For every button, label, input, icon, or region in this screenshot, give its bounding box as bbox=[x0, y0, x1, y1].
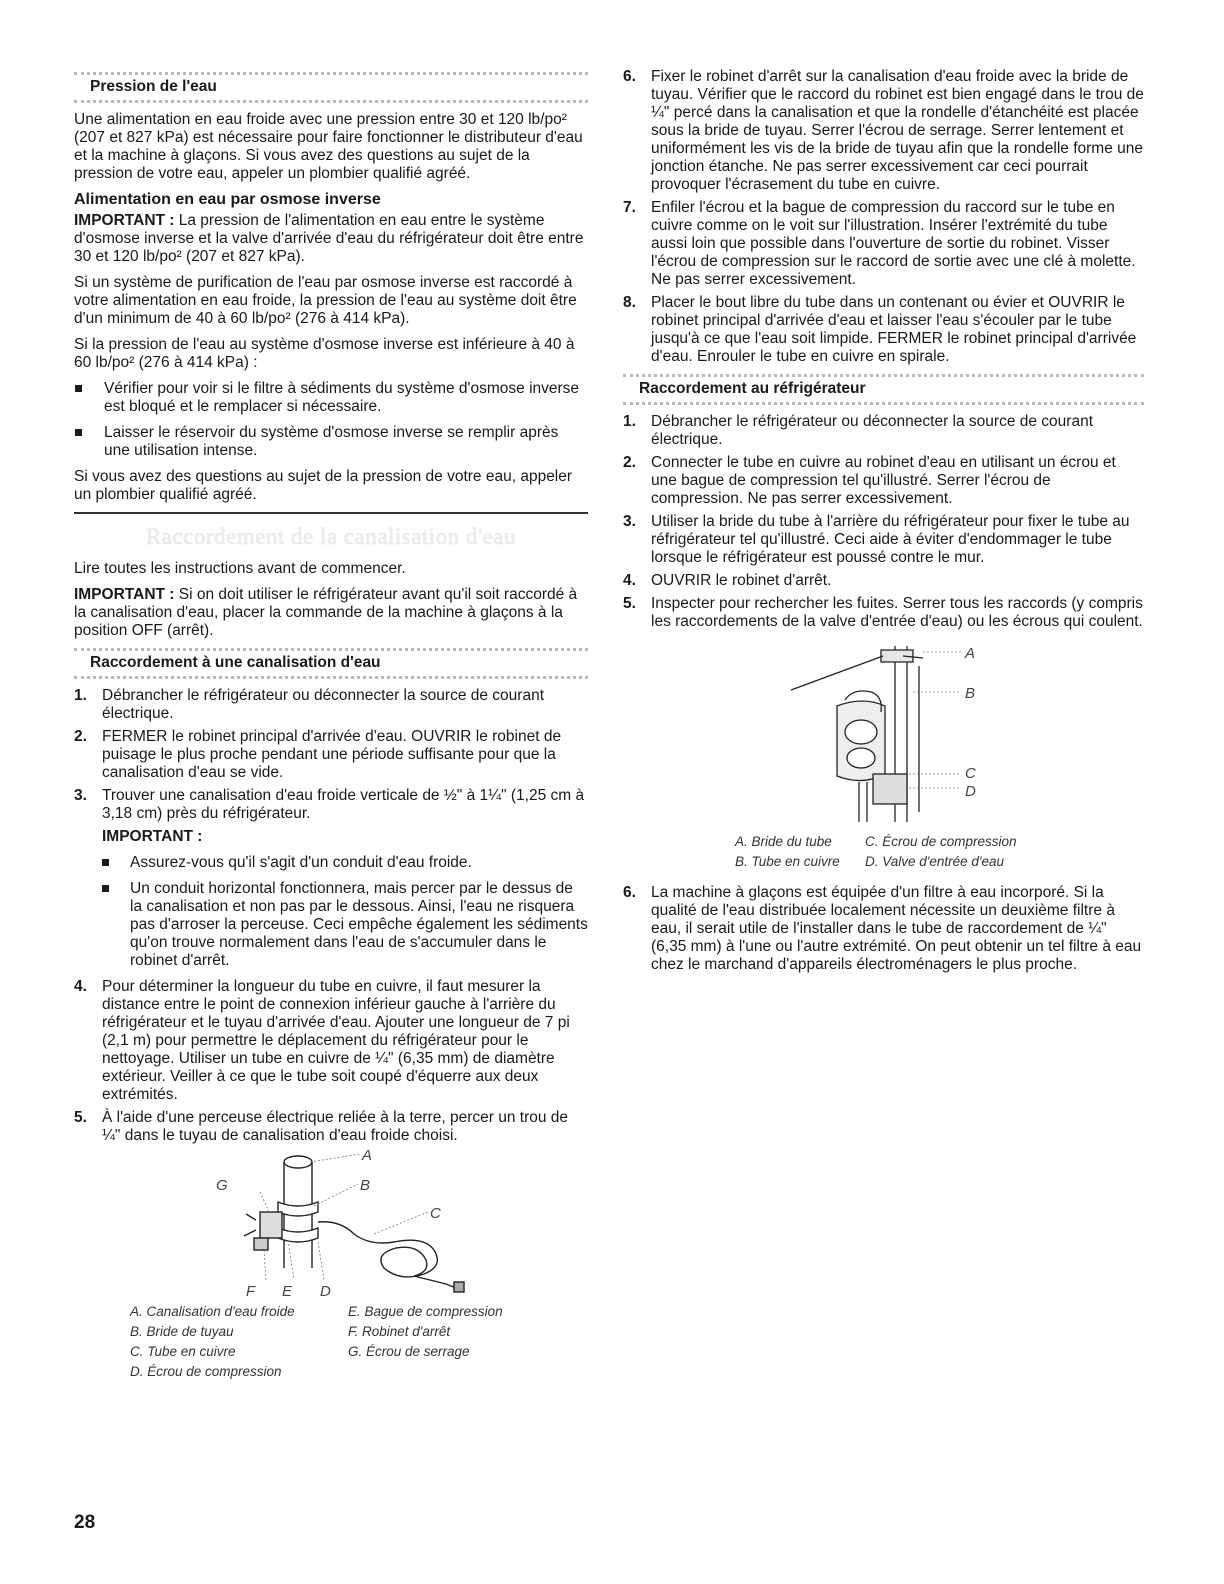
step-item bbox=[623, 68, 1144, 194]
figure-label-f: F bbox=[246, 1283, 256, 1300]
list-item bbox=[74, 424, 588, 460]
inlet-valve-captions bbox=[735, 832, 1144, 872]
osmose-paragraph-2: Si un système de purification de l'eau par osmose inverse est raccordé à votre alimentation en eau froide, la pression de l'eau au système doit être d'un minimum de 40 à 60 lb/po² (276 à 414 kPa). bbox=[74, 274, 577, 327]
step-text: FERMER le robinet principal d'arrivée d'eau. OUVRIR le robinet de puisage le plus proche pendant une période suffisante pour que la canalisation d'eau se vide. bbox=[102, 728, 562, 781]
step-text: Placer le bout libre du tube dans un contenant ou évier et OUVRIR le robinet principal d'arrivée d'eau et laisser l'eau s'écouler par le tube jusqu'à ce que l'eau soit limpide. FERMER le robinet principal d'arrivée d'eau. Enrouler le tube en cuivre en spirale. bbox=[651, 294, 1137, 365]
step3-important-label: IMPORTANT : bbox=[102, 828, 203, 845]
important-label: IMPORTANT : bbox=[74, 586, 175, 603]
raccordement-steps-right bbox=[623, 68, 1144, 366]
osmose-paragraph-4: Si vous avez des questions au sujet de la pression de votre eau, appeler un plombier qualifié agréé. bbox=[74, 468, 573, 503]
step-text: La machine à glaçons est équipée d'un filtre à eau incorporé. Si la qualité de l'eau distribuée localement nécessite un deuxième filtre à eau, il serait utile de l'installer dans le tube de raccordement de ¼" (6,35 mm) à l'une ou l'autre extrémité. On peut obtenir un tel filtre à eau chez le marchand d'appareils électroménagers le plus proche. bbox=[651, 884, 1142, 973]
list-item bbox=[74, 880, 588, 970]
fridge-heading: Raccordement au réfrigérateur bbox=[639, 380, 866, 397]
osmose-paragraph-3: Si la pression de l'eau au système d'osmose inverse est inférieure à 40 à 60 lb/po² (276 à 414 kPa) : bbox=[74, 336, 575, 371]
caption-a: A. Bride du tube bbox=[735, 834, 832, 849]
shutoff-valve-figure bbox=[74, 1150, 588, 1300]
caption-column-2 bbox=[865, 832, 1085, 872]
caption-column-2 bbox=[348, 1302, 608, 1382]
left-column bbox=[74, 68, 588, 1382]
step-text: Inspecter pour rechercher les fuites. Serrer tous les raccords (y compris les raccordements de la valve d'entrée d'eau) ou les écrous qui coulent. bbox=[651, 595, 1143, 630]
step-item bbox=[623, 413, 1144, 449]
caption-c: C. Écrou de compression bbox=[865, 834, 1017, 849]
figure-label-c: C bbox=[430, 1205, 441, 1222]
step-text: Utiliser la bride du tube à l'arrière du réfrigérateur pour fixer le tube au réfrigérateur tel qu'illustré. Ceci aide à éviter d'endommager le tube lorsque le réfrigérateur est poussé contre le mur. bbox=[651, 513, 1130, 566]
step-text: OUVRIR le robinet d'arrêt. bbox=[651, 572, 832, 589]
bullet-icon bbox=[102, 859, 109, 866]
step-item bbox=[74, 978, 588, 1104]
fridge-heading-block bbox=[623, 374, 1144, 405]
step-number: 4. bbox=[74, 978, 87, 995]
figure-label-c: C bbox=[965, 765, 976, 782]
section-divider bbox=[74, 512, 588, 514]
step-number: 3. bbox=[623, 513, 636, 530]
shutoff-valve-illustration bbox=[74, 1150, 588, 1300]
step-number: 5. bbox=[623, 595, 636, 612]
step-text: Fixer le robinet d'arrêt sur la canalisation d'eau froide avec la bride de tuyau. Vérifier que le raccord du robinet est bien engagé dans le trou de ¼" percé dans la canalisation et que la rondelle d'étanchéité est placée sous la bride de tuyau. Serrer l'écrou de serrage. Serrer lentement et uniformément les vis de la bride de tuyau afin que la rondelle forme une jonction étanche. Ne pas serrer excessivement car ceci pourrait provoquer l'écrasement du tube en cuivre. bbox=[651, 68, 1144, 193]
fridge-steps bbox=[623, 413, 1144, 631]
step-text: Trouver une canalisation d'eau froide verticale de ½" à 1¼" (1,25 cm à 3,18 cm) près du réfrigérateur. bbox=[102, 787, 585, 822]
bullet-text: Laisser le réservoir du système d'osmose inverse se remplir après une utilisation intense. bbox=[104, 424, 559, 459]
step-text: Connecter le tube en cuivre au robinet d'eau en utilisant un écrou et une bague de compression tel qu'illustré. Serrer l'écrou de compression. Ne pas serrer excessivement. bbox=[651, 454, 1116, 507]
step-item bbox=[74, 728, 588, 782]
important-text: La pression de l'alimentation en eau entre le système d'osmose inverse et la valve d'arrivée d'eau du réfrigérateur doit être entre 30 et 120 lb/po² (207 et 827 kPa). bbox=[74, 212, 584, 265]
figure-label-e: E bbox=[282, 1283, 293, 1300]
caption-b: B. Tube en cuivre bbox=[735, 854, 840, 869]
step-number: 5. bbox=[74, 1109, 87, 1126]
step-item bbox=[623, 454, 1144, 508]
shutoff-valve-captions bbox=[130, 1302, 588, 1382]
raccordement-heading-block bbox=[74, 648, 588, 679]
figure-label-a: A bbox=[362, 1150, 373, 1164]
intro-important bbox=[74, 586, 588, 640]
osmose-bullet-list bbox=[74, 380, 588, 460]
step-item bbox=[74, 787, 588, 823]
step-item bbox=[74, 1109, 588, 1145]
figure-label-g: G bbox=[216, 1177, 228, 1194]
bullet-text: Un conduit horizontal fonctionnera, mais percer par le dessus de la canalisation et non pas par le dessous. Ainsi, l'eau ne risquera pas d'arroser la perceuse. Ceci empêche également les sédiments qu'on trouve normalement dans l'eau de s'accumuler dans le robinet d'arrêt. bbox=[130, 880, 588, 969]
pression-paragraph: Une alimentation en eau froide avec une pression entre 30 et 120 lb/po² (207 et 827 kPa) est nécessaire pour faire fonctionner le distributeur d'eau et la machine à glaçons. Si vous avez des questions au sujet de la pression de votre eau, appeler un plombier qualifié agréé. bbox=[74, 111, 583, 182]
caption-e: E. Bague de compression bbox=[348, 1304, 503, 1319]
step-number: 3. bbox=[74, 787, 87, 804]
raccordement-steps bbox=[74, 687, 588, 823]
caption-b: B. Bride de tuyau bbox=[130, 1324, 234, 1339]
step-item bbox=[623, 513, 1144, 567]
step-number: 1. bbox=[623, 413, 636, 430]
caption-d: D. Valve d'entrée d'eau bbox=[865, 854, 1004, 869]
step-item bbox=[74, 687, 588, 723]
bullet-icon bbox=[102, 885, 109, 892]
dotted-rule bbox=[623, 402, 1144, 405]
step-text: Enfiler l'écrou et la bague de compression du raccord sur le tube en cuivre comme on le voit sur l'illustration. Insérer l'extrémité du tube aussi loin que possible dans l'ouverture de sortie du robinet. Visser l'écrou de compression sur le raccord de sortie avec une clé à molette. Ne pas serrer excessivement. bbox=[651, 199, 1136, 288]
step-number: 4. bbox=[623, 572, 636, 589]
figure-label-b: B bbox=[360, 1177, 371, 1194]
step-text: Débrancher le réfrigérateur ou déconnecter la source de courant électrique. bbox=[651, 413, 1094, 448]
step-number: 2. bbox=[623, 454, 636, 471]
step-item bbox=[623, 884, 1144, 974]
list-item bbox=[74, 380, 588, 416]
raccordement-heading: Raccordement à une canalisation d'eau bbox=[90, 654, 381, 671]
bullet-text: Vérifier pour voir si le filtre à sédiments du système d'osmose inverse est bloqué et le remplacer si nécessaire. bbox=[104, 380, 580, 415]
inlet-valve-illustration bbox=[623, 636, 1144, 832]
page-number: 28 bbox=[74, 1512, 96, 1533]
step-item bbox=[623, 294, 1144, 366]
figure-label-d: D bbox=[320, 1283, 331, 1300]
step-number: 8. bbox=[623, 294, 636, 311]
step-item bbox=[623, 595, 1144, 631]
important-text: Si on doit utiliser le réfrigérateur avant qu'il soit raccordé à la canalisation d'eau, placer la commande de la machine à glaçons à la position OFF (arrêt). bbox=[74, 586, 578, 639]
bullet-text: Assurez-vous qu'il s'agit d'un conduit d'eau froide. bbox=[130, 854, 472, 871]
caption-g: G. Écrou de serrage bbox=[348, 1344, 470, 1359]
pression-heading: Pression de l'eau bbox=[90, 78, 217, 95]
step3-bullet-list bbox=[74, 854, 588, 970]
caption-f: F. Robinet d'arrêt bbox=[348, 1324, 451, 1339]
osmose-important bbox=[74, 212, 588, 266]
step-item bbox=[623, 199, 1144, 289]
bullet-icon bbox=[75, 385, 82, 392]
step-number: 6. bbox=[623, 884, 636, 901]
figure-label-a: A bbox=[965, 645, 976, 662]
caption-column-1 bbox=[735, 832, 865, 872]
important-label: IMPORTANT : bbox=[74, 212, 175, 229]
step-text: À l'aide d'une perceuse électrique reliée à la terre, percer un trou de ¼" dans le tuyau de canalisation d'eau froide choisi. bbox=[102, 1109, 569, 1144]
caption-a: A. Canalisation d'eau froide bbox=[130, 1304, 295, 1319]
right-column bbox=[623, 68, 1144, 979]
fridge-step-6 bbox=[623, 884, 1144, 974]
figure-label-b: B bbox=[965, 685, 976, 702]
step-number: 1. bbox=[74, 687, 87, 704]
caption-d: D. Écrou de compression bbox=[130, 1364, 282, 1379]
inlet-valve-figure bbox=[623, 636, 1144, 832]
caption-c: C. Tube en cuivre bbox=[130, 1344, 236, 1359]
list-item bbox=[74, 854, 588, 872]
step-number: 7. bbox=[623, 199, 636, 216]
dotted-rule bbox=[74, 100, 588, 103]
figure-label-d: D bbox=[965, 783, 976, 800]
step-text: Pour déterminer la longueur du tube en cuivre, il faut mesurer la distance entre le point de connexion inférieur gauche à l'arrière du réfrigérateur et le tuyau d'arrivée d'eau. Ajouter une longueur de 7 pi (2,1 m) pour permettre le déplacement du réfrigérateur pour le nettoyage. Utiliser un tube en cuivre de ¼" (6,35 mm) de diamètre extérieur. Veiller à ce que le tube soit coupé d'équerre aux deux extrémités. bbox=[102, 978, 570, 1103]
step-item bbox=[623, 572, 1144, 590]
intro-paragraph: Lire toutes les instructions avant de commencer. bbox=[74, 560, 406, 577]
step-number: 2. bbox=[74, 728, 87, 745]
step-text: Débrancher le réfrigérateur ou déconnecter la source de courant électrique. bbox=[102, 687, 545, 722]
dotted-rule bbox=[74, 676, 588, 679]
section-title: Raccordement de la canalisation d'eau bbox=[145, 524, 517, 549]
bullet-icon bbox=[75, 429, 82, 436]
pression-heading-block bbox=[74, 72, 588, 103]
step-number: 6. bbox=[623, 68, 636, 85]
osmose-heading: Alimentation en eau par osmose inverse bbox=[74, 191, 381, 208]
caption-column-1 bbox=[130, 1302, 348, 1382]
raccordement-steps-continued bbox=[74, 978, 588, 1145]
